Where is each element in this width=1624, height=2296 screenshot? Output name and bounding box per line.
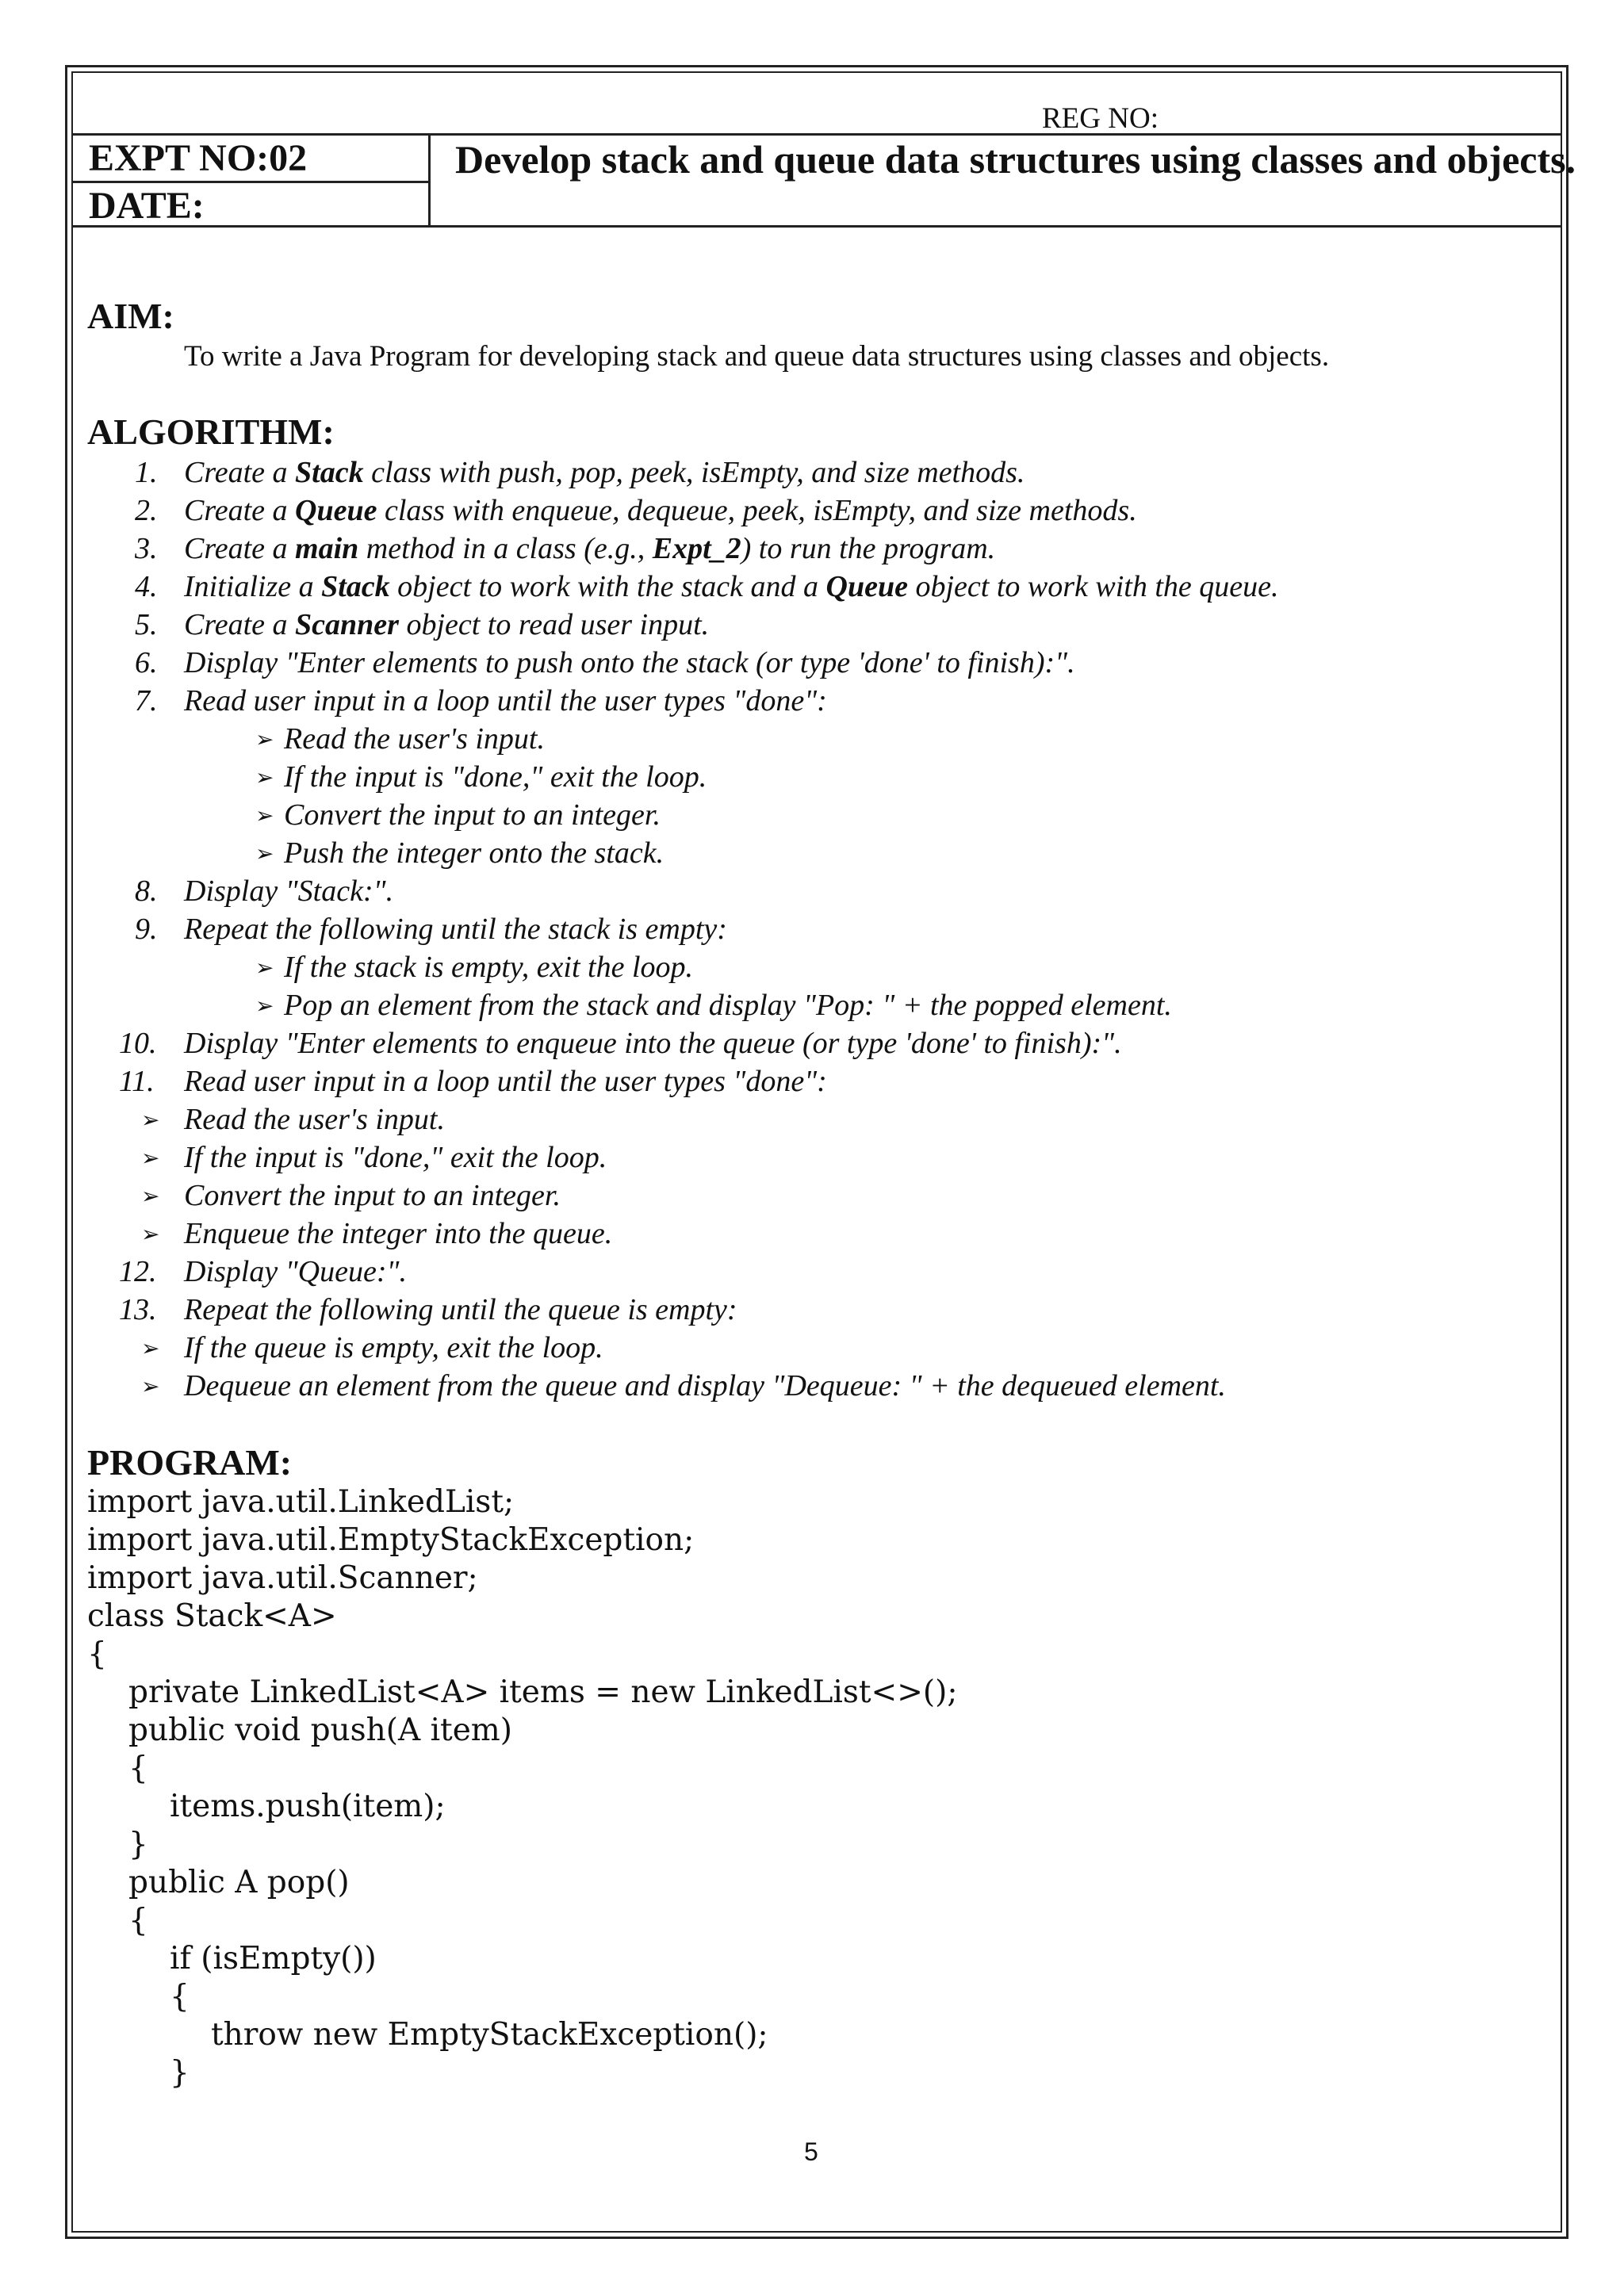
code-line: import java.util.LinkedList; (87, 1484, 515, 1520)
code-line: import java.util.Scanner; (87, 1560, 478, 1596)
reg-no-label: REG NO: (1042, 102, 1159, 135)
date-label: DATE: (89, 185, 205, 227)
header-divider-bottom (71, 225, 1562, 228)
code-line: if (isEmpty()) (170, 1941, 377, 1976)
algorithm-heading: ALGORITHM: (87, 411, 335, 452)
header-divider-vertical (428, 133, 431, 227)
code-line: { (128, 1903, 148, 1938)
arrow-bullet-icon: ➢ (255, 804, 274, 828)
arrow-bullet-icon: ➢ (255, 956, 274, 981)
arrow-bullet-icon: ➢ (141, 1375, 160, 1399)
code-line: { (170, 1979, 190, 2015)
header-divider-top (71, 133, 1562, 136)
arrow-bullet-icon: ➢ (141, 1108, 160, 1133)
code-line: import java.util.EmptyStackException; (87, 1522, 695, 1558)
arrow-bullet-icon: ➢ (255, 728, 274, 752)
arrow-bullet-icon: ➢ (255, 994, 274, 1019)
program-heading: PROGRAM: (87, 1442, 293, 1483)
header-divider-middle (71, 181, 430, 183)
code-line: public void push(A item) (128, 1712, 512, 1748)
expt-no-label: EXPT NO:02 (89, 137, 308, 179)
code-line: } (170, 2055, 190, 2091)
page-number: 5 (804, 2137, 818, 2166)
code-line: items.push(item); (170, 1789, 446, 1824)
code-line: class Stack<A> (87, 1598, 337, 1634)
code-line: private LinkedList<A> items = new LinkedList<>(); (128, 1674, 958, 1710)
arrow-bullet-icon: ➢ (141, 1146, 160, 1171)
arrow-bullet-icon: ➢ (141, 1184, 160, 1209)
arrow-bullet-icon: ➢ (141, 1337, 160, 1361)
arrow-bullet-icon: ➢ (255, 842, 274, 867)
code-line: public A pop() (128, 1865, 350, 1900)
code-line: { (87, 1636, 107, 1672)
code-line: } (128, 1827, 148, 1862)
arrow-bullet-icon: ➢ (141, 1223, 160, 1247)
aim-heading: AIM: (87, 296, 174, 336)
code-line: { (128, 1751, 148, 1786)
aim-text: To write a Java Program for developing stack and queue data structures using classes and objects. (184, 340, 1330, 373)
arrow-bullet-icon: ➢ (255, 766, 274, 790)
code-line: throw new EmptyStackException(); (211, 2017, 768, 2053)
experiment-title: Develop stack and queue data structures using classes and objects. (455, 137, 1576, 182)
